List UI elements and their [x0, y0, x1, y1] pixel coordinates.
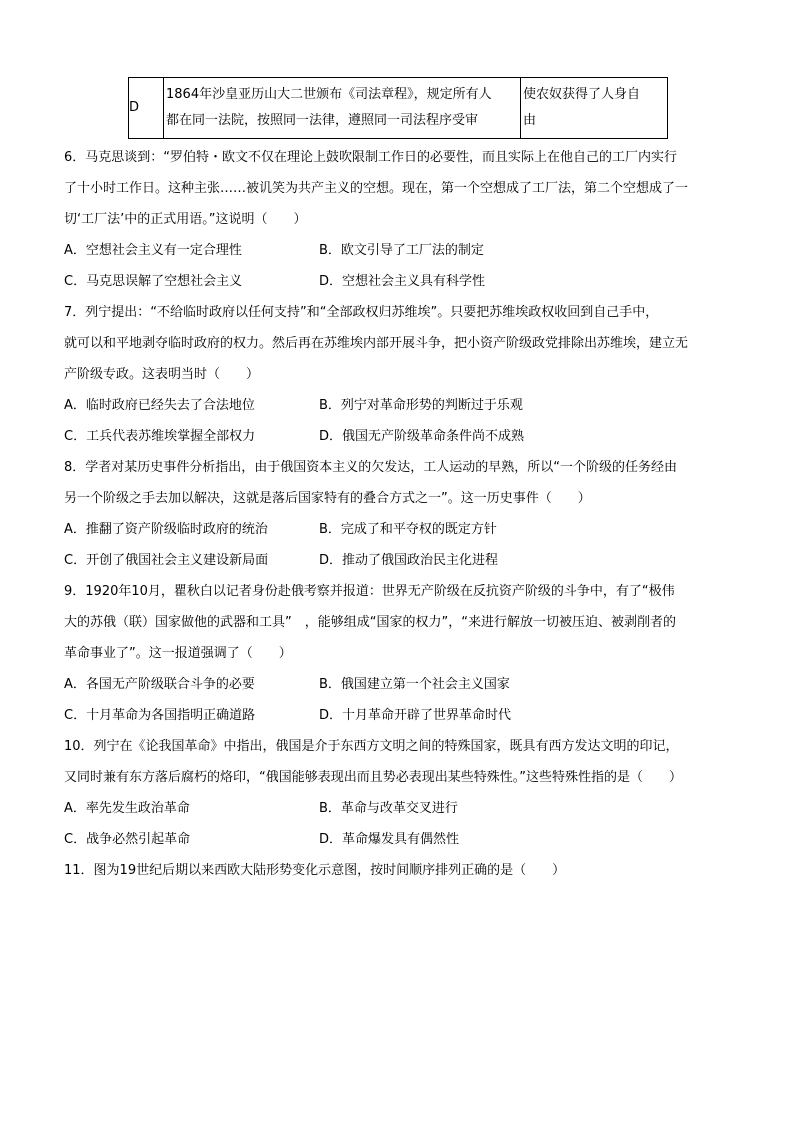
question-11-stem	[64, 855, 740, 886]
option-a[interactable]: A．推翻了资产阶级临时政府的统治	[64, 522, 268, 537]
stem-line: 产阶级专政。这表明当时（ ）	[64, 367, 260, 382]
option-letter-cell: D	[129, 78, 164, 139]
stem-line: 了十小时工作日。这种主张……被讥笑为共产主义的空想。现在，第一个空想成了工厂法，第二个空想成了一	[64, 181, 689, 196]
table-row	[129, 78, 668, 139]
option-b[interactable]: B．欧文引导了工厂法的制定	[319, 243, 484, 258]
stem-line: 7．列宁提出：“不给临时政府以任何支持”和“全部政权归苏维埃”。只要把苏维埃政权收回到自己手中，	[64, 305, 659, 320]
question-10-options	[64, 793, 740, 855]
option-d[interactable]: D．十月革命开辟了世界革命时代	[319, 708, 512, 723]
question-9-stem	[64, 576, 740, 669]
stem-line: 又同时兼有东方落后腐朽的烙印，“俄国能够表现出而且势必表现出某些特殊性。”这些特殊性指的是（ ）	[64, 770, 682, 785]
answer-table-fragment	[128, 77, 668, 139]
stem-line: 10．列宁在《论我国革命》中指出，俄国是介于东西方文明之间的特殊国家，既具有西方发达文明的印记，	[64, 739, 679, 754]
option-a[interactable]: A．各国无产阶级联合斗争的必要	[64, 677, 255, 692]
event-cell	[164, 78, 521, 139]
stem-line: 8．学者对某历史事件分析指出，由于俄国资本主义的欠发达，工人运动的早熟，所以“一个阶级的任务经由	[64, 460, 678, 475]
stem-line: 9．1920年10月，瞿秋白以记者身份赴俄考察并报道：世界无产阶级在反抗资产阶级的斗争中，有了“极伟	[64, 584, 675, 599]
question-7-stem	[64, 297, 740, 390]
question-7-options	[64, 390, 740, 452]
stem-line: 另一个阶级之手去加以解决，这就是落后国家特有的叠合方式之一”。这一历史事件（ ）	[64, 491, 591, 506]
result-cell	[521, 78, 668, 139]
question-8-stem	[64, 452, 740, 514]
result-line: 由	[523, 113, 537, 128]
option-c[interactable]: C．马克思误解了空想社会主义	[64, 274, 243, 289]
option-d[interactable]: D．俄国无产阶级革命条件尚不成熟	[319, 429, 525, 444]
option-c[interactable]: C．开创了俄国社会主义建设新局面	[64, 553, 269, 568]
question-6-stem	[64, 142, 740, 235]
stem-line: 6．马克思谈到：“罗伯特・欧文不仅在理论上鼓吹限制工作日的必要性，而且实际上在他自己的工厂内实行	[64, 150, 678, 165]
question-6-options	[64, 235, 740, 297]
option-a[interactable]: A．空想社会主义有一定合理性	[64, 243, 242, 258]
stem-line: 切‘工厂法’中的正式用语。”这说明（ ）	[64, 212, 307, 227]
event-line: 都在同一法院，按照同一法律，遵照同一司法程序受审	[166, 113, 479, 128]
stem-line: 大的苏俄（联）国家做他的武器和工具” ，能够组成“国家的权力”，“来进行解放一切被压迫、被剥削者的	[64, 615, 676, 630]
question-10-stem	[64, 731, 740, 793]
option-b[interactable]: B．革命与改革交叉进行	[319, 801, 458, 816]
stem-line: 11．图为19世纪后期以来西欧大陆形势变化示意图，按时间顺序排列正确的是（ ）	[64, 863, 566, 878]
option-a[interactable]: A．临时政府已经失去了合法地位	[64, 398, 255, 413]
question-9-options	[64, 669, 740, 731]
option-c[interactable]: C．战争必然引起革命	[64, 832, 191, 847]
question-8-options	[64, 514, 740, 576]
result-line: 使农奴获得了人身自	[523, 87, 641, 102]
option-b[interactable]: B．完成了和平夺权的既定方针	[319, 522, 497, 537]
option-d[interactable]: D．空想社会主义具有科学性	[319, 274, 486, 289]
option-c[interactable]: C．工兵代表苏维埃掌握全部权力	[64, 429, 256, 444]
stem-line: 革命事业了”。这一报道强调了（ ）	[64, 646, 292, 661]
stem-line: 就可以和平地剥夺临时政府的权力。然后再在苏维埃内部开展斗争，把小资产阶级政党排除出苏维埃，建立无	[64, 336, 689, 351]
option-c[interactable]: C．十月革命为各国指明正确道路	[64, 708, 256, 723]
option-a[interactable]: A．率先发生政治革命	[64, 801, 190, 816]
option-b[interactable]: B．俄国建立第一个社会主义国家	[319, 677, 510, 692]
option-d[interactable]: D．推动了俄国政治民主化进程	[319, 553, 499, 568]
option-b[interactable]: B．列宁对革命形势的判断过于乐观	[319, 398, 523, 413]
option-d[interactable]: D．革命爆发具有偶然性	[319, 832, 460, 847]
event-line: 1864年沙皇亚历山大二世颁布《司法章程》，规定所有人	[166, 87, 492, 102]
